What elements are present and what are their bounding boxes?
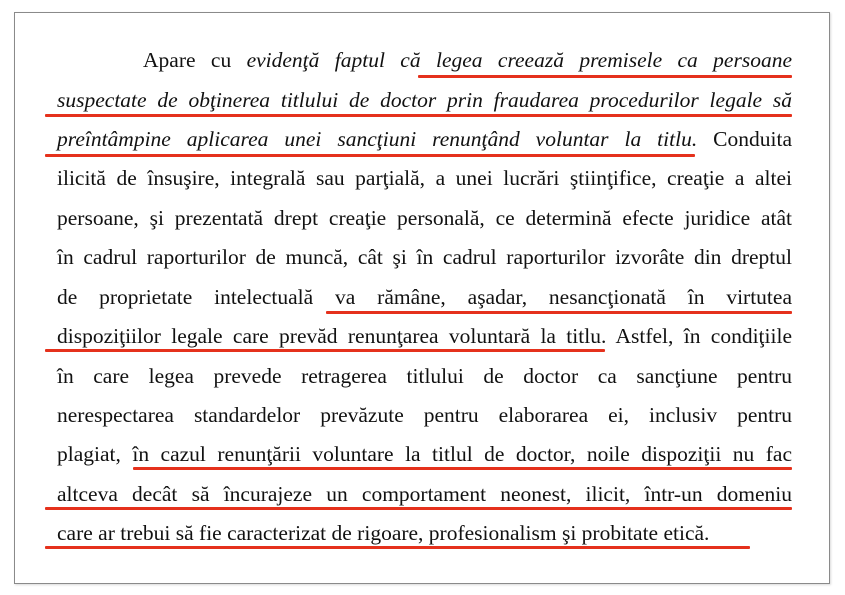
text-segment-italic: preîntâmpine aplicarea unei sancţiuni renunţând voluntar la titlu. [57, 127, 698, 151]
red-underline [45, 114, 792, 117]
text-line-6: în cadrul raporturilor de muncă, cât şi în cadrul raporturilor izvorâte din dreptul [57, 245, 792, 269]
text-line-7: de proprietate intelectuală va rămâne, aşadar, nesancţionată în virtutea [57, 285, 792, 309]
text-line-9: în care legea prevede retragerea titlului de doctor ca sancţiune pentru [57, 364, 792, 388]
text-line-1 [57, 47, 792, 73]
text-line-11: plagiat, în cazul renunţării voluntare la titlul de doctor, noile dispoziţii nu fac [57, 442, 792, 466]
text-line-5: persoane, şi prezentată drept creaţie personală, ce determină efecte juridice atât [57, 206, 792, 230]
red-underline [45, 546, 750, 549]
text-line-2: suspectate de obţinerea titlului de doctor prin fraudarea procedurilor legale să [57, 88, 792, 112]
text-line-12: altceva decât să încurajeze un comportament neonest, ilicit, într-un domeniu [57, 482, 792, 506]
text-line-4: ilicită de însuşire, integrală sau parţială, a unei lucrări ştiinţifice, creaţie a altei [57, 166, 792, 190]
text-line-13: care ar trebui să fie caracterizat de rigoare, profesionalism şi probitate etică. [57, 521, 710, 545]
text-line-3 [57, 126, 792, 152]
red-underline [45, 154, 695, 157]
red-underline [45, 349, 605, 352]
red-underline [326, 311, 792, 314]
text-line-8: dispoziţiilor legale care prevăd renunţarea voluntară la titlu. Astfel, în condiţiile [57, 324, 792, 348]
text-line-10: nerespectarea standardelor prevăzute pentru elaborarea ei, inclusiv pentru [57, 403, 792, 427]
red-underline [418, 75, 792, 78]
red-underline [45, 507, 792, 510]
text-segment-italic: evidenţă faptul că legea creează premisele ca persoane [246, 48, 792, 72]
text-segment: Apare cu [143, 48, 247, 72]
red-underline [133, 467, 792, 470]
text-segment: Conduita [697, 127, 792, 151]
